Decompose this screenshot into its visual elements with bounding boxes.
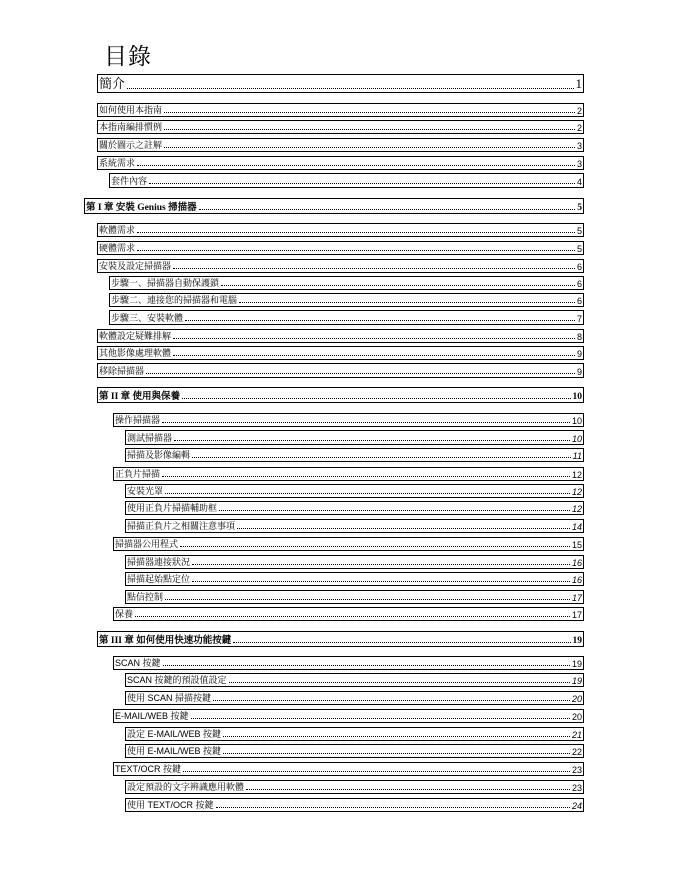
toc-entry-title: 本指南編排慣例 [99,122,163,132]
toc-entry-page-number: 6 [576,296,582,306]
toc-entry-page-number: 3 [576,141,582,151]
toc-entry-page-number: 22 [571,747,582,757]
toc-entry[interactable] [125,673,584,687]
dot-leader [137,161,575,166]
dot-leader [192,560,570,565]
toc-entry[interactable] [125,691,584,705]
toc-entry[interactable] [97,138,584,152]
toc-entry-page-number: 19 [571,659,582,669]
toc-entry-page-number: 16 [571,558,582,568]
toc-entry-page-number: 23 [571,765,582,775]
toc-entry[interactable] [125,501,584,515]
toc-entry-page-number: 5 [577,203,582,213]
toc-entry[interactable] [113,607,584,621]
toc-entry-page-number: 10 [571,416,582,426]
dot-leader [127,84,573,89]
toc-title: 目錄 [104,44,152,70]
toc-entry-page-number: 19 [571,676,582,686]
toc-entry-page-number: 9 [576,367,582,377]
toc-entry[interactable] [97,120,584,134]
dot-leader [164,108,575,113]
dot-leader [173,351,575,356]
toc-entry-title: 使用 SCAN 掃描按鍵 [127,693,212,703]
dot-leader [216,803,570,808]
toc-entry-title: SCAN 按鍵 [115,658,161,668]
dot-leader [165,595,570,600]
dot-leader [221,281,575,286]
dot-leader [233,638,570,643]
toc-entry-page-number: 4 [576,177,582,187]
toc-entry-page-number: 23 [571,783,582,793]
toc-entry-title: 點信控制 [127,592,164,602]
toc-entry[interactable] [125,727,584,741]
toc-entry-title: 移除掃描器 [99,366,145,376]
dot-leader [199,205,576,210]
toc-entry[interactable] [97,346,584,360]
toc-entry-page-number: 5 [576,244,582,254]
toc-entry-title: 如何使用本指南 [99,105,163,115]
toc-entry-title: 步驟三、安裝軟體 [111,313,184,323]
toc-entry-title: 第 III 章 如何使用快速功能按鍵 [99,636,232,646]
toc-entry-page-number: 16 [571,575,582,585]
toc-entry-title: 套件內容 [111,176,148,186]
toc-entry-page-number: 15 [571,540,582,550]
toc-entry-page-number: 10 [572,392,582,402]
toc-entry-title: 保養 [115,609,134,619]
dot-leader [185,316,575,321]
toc-entry-page-number: 19 [572,636,582,646]
dot-leader [146,369,575,374]
toc-entry-page-number: 20 [571,694,582,704]
toc-entry-title: 軟體需求 [99,225,136,235]
toc-entry-title: 掃描器連接狀況 [127,557,191,567]
toc-entry-page-number: 3 [576,159,582,169]
toc-entry[interactable] [97,156,584,170]
dot-leader [239,298,575,303]
toc-entry-page-number: 7 [576,314,582,324]
toc-entry[interactable] [125,555,584,569]
toc-entry[interactable] [113,709,584,723]
toc-entry[interactable] [113,537,584,551]
dot-leader [183,767,570,772]
dot-leader [229,678,570,683]
toc-entry-title: 安裝光罩 [127,486,164,496]
dot-leader [223,749,570,754]
toc-entry-title: 關於圖示之註解 [99,140,163,150]
toc-entry-title: E-MAIL/WEB 按鍵 [115,711,189,721]
toc-entry-page-number: 24 [571,801,582,811]
dot-leader [246,785,570,790]
toc-entry[interactable] [109,310,584,325]
toc-entry[interactable] [113,413,584,427]
toc-entry-title: SCAN 按鍵的預設值設定 [127,675,227,685]
toc-entry[interactable] [97,103,584,117]
dot-leader [174,436,570,441]
toc-entry[interactable] [84,198,584,214]
toc-entry-title: 正負片掃描 [115,469,161,479]
toc-entry-title: 使用正負片掃描輔助框 [127,503,218,513]
toc-entry-title: 簡介 [99,76,126,91]
toc-entry[interactable] [109,293,584,307]
dot-leader [165,489,570,494]
dot-leader [149,179,575,184]
toc-entry[interactable] [97,241,584,255]
toc-entry-page-number: 12 [571,504,582,514]
toc-entry[interactable] [125,590,584,604]
toc-entry-title: 使用 TEXT/OCR 按鍵 [127,800,214,810]
dot-leader [180,542,570,547]
toc-entry[interactable] [97,259,584,273]
toc-entry-page-number: 9 [576,349,582,359]
toc-entry[interactable] [97,223,584,237]
toc-entry[interactable] [113,656,584,670]
dot-leader [182,394,570,399]
toc-entry-page-number: 2 [576,123,582,133]
toc-entry[interactable] [97,363,584,378]
toc-entry-title: 軟體設定疑難排解 [99,331,172,341]
dot-leader [237,524,570,529]
toc-entry-page-number: 6 [576,262,582,272]
toc-entry-title: 步驟二、連接您的掃描器和電腦 [111,295,238,305]
dot-leader [135,612,570,617]
toc-entry[interactable] [125,519,584,533]
toc-entry-title: 掃描起始點定位 [127,574,191,584]
dot-leader [192,453,571,458]
dot-leader [173,264,575,269]
toc-entry[interactable] [109,276,584,290]
dot-leader [223,732,570,737]
toc-entry-page-number: 8 [576,332,582,342]
toc-entry-title: 掃描器公用程式 [115,539,179,549]
toc-entry-page-number: 11 [572,451,582,461]
toc-entry-page-number: 20 [571,712,582,722]
toc-entry-title: 其他影像處理軟體 [99,348,172,358]
dot-leader [213,696,570,701]
toc-entry-page-number: 17 [571,593,582,603]
dot-leader [219,506,570,511]
toc-entry-page-number: 14 [571,522,582,532]
toc-entry[interactable] [97,631,584,647]
toc-entry-page-number: 12 [571,470,582,480]
toc-entry[interactable] [125,798,584,812]
dot-leader [137,246,575,251]
toc-entry-page-number: 10 [571,434,582,444]
toc-entry-title: 硬體需求 [99,243,136,253]
dot-leader [163,661,570,666]
toc-entry-title: 設定 E-MAIL/WEB 按鍵 [127,729,222,739]
toc-entry-title: 設定預設的文字辨識應用軟體 [127,782,245,792]
toc-entry-title: 安裝及設定掃描器 [99,261,172,271]
dot-leader [173,334,575,339]
dot-leader [162,418,570,423]
toc-entry-title: 第 II 章 使用與保養 [99,392,181,402]
dot-leader [162,472,570,477]
toc-entry-title: 掃描及影像編輯 [127,450,191,460]
toc-entry-title: 測試掃描器 [127,433,173,443]
toc-entry[interactable] [97,387,584,403]
toc-entry-page-number: 12 [571,487,582,497]
toc-entry[interactable] [97,329,584,343]
toc-entry-title: 操作掃描器 [115,415,161,425]
toc-entry[interactable] [109,173,584,188]
dot-leader [137,228,575,233]
toc-entry[interactable] [125,744,584,758]
toc-entry-page-number: 1 [575,76,582,91]
toc-entry[interactable] [113,762,584,776]
dot-leader [192,577,570,582]
toc-entry-title: 系統需求 [99,158,136,168]
toc-entry[interactable] [125,448,584,462]
dot-leader [164,125,575,130]
dot-leader [191,714,570,719]
toc-entry-page-number: 21 [571,730,582,740]
toc-entry-page-number: 5 [576,226,582,236]
toc-entry-title: TEXT/OCR 按鍵 [115,764,182,774]
toc-entry[interactable] [125,572,584,586]
toc-entry[interactable] [125,484,584,498]
toc-entry-page-number: 17 [571,610,582,620]
toc-entry-page-number: 2 [576,106,582,116]
toc-entry-title: 掃描正負片之相關注意事項 [127,521,236,531]
toc-entry[interactable] [125,430,584,445]
toc-entry-title: 步驟一、掃描器自動保護鎖 [111,278,220,288]
dot-leader [164,143,575,148]
toc-entry-page-number: 6 [576,279,582,289]
toc-entry[interactable] [97,74,584,93]
toc-entry-title: 第 I 章 安裝 Genius 掃描器 [86,203,197,213]
toc-entry-title: 使用 E-MAIL/WEB 按鍵 [127,746,222,756]
toc-entry[interactable] [113,467,584,481]
toc-entry[interactable] [125,780,584,794]
